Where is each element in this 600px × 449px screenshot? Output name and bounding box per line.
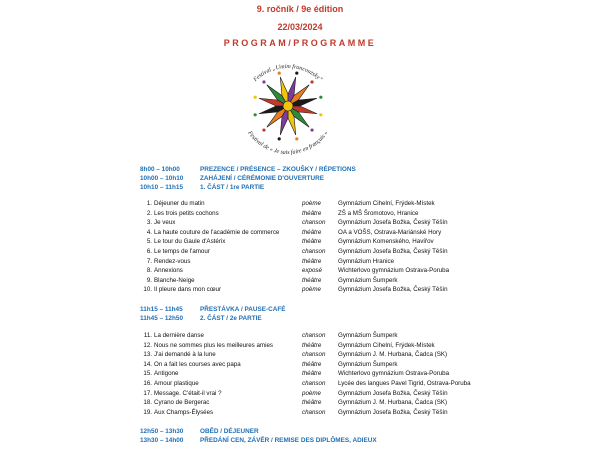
schedule-description: PŘESTÁVKA / PAUSE-CAFÉ (200, 306, 286, 313)
item-school: ZŠ a MŠ Šromotovo, Hranice (338, 209, 419, 217)
rosette-dot (262, 128, 265, 131)
item-number: 17. (143, 389, 152, 397)
item-title: Les trois petits cochons (154, 209, 219, 217)
item-title: Il pleure dans mon cœur (154, 286, 222, 294)
item-title: Je veux (154, 219, 176, 227)
item-school: Gymnázium Šumperk (338, 332, 398, 339)
item-genre: chanson (302, 248, 326, 255)
item-title: On a fait les courses avec papa (154, 360, 241, 368)
item-number: 13. (143, 351, 152, 359)
item-genre: théâtre (302, 257, 322, 265)
item-school: Wichterlovo gymnázium Ostrava-Poruba (338, 267, 450, 275)
item-title: Antigone (154, 370, 179, 378)
edition-title: 9. ročník / 9e édition (256, 4, 344, 14)
item-genre: chanson (302, 219, 326, 227)
festival-logo (222, 54, 354, 158)
item-number: 2. (146, 209, 152, 217)
item-number: 10. (143, 286, 152, 294)
item-title: Le temps de l'amour (154, 248, 210, 255)
item-genre: chanson (302, 332, 326, 339)
schedule-description: PREZENCE / PRÉSENCE – ZKOUŠKY / RÉPETIONS (200, 166, 356, 173)
schedule-description: OBĚD / DÉJEUNER (200, 428, 259, 435)
schedule-time: 13h30 – 14h00 (140, 437, 184, 444)
item-title: Nous ne sommes plus les meilleures amies (154, 341, 273, 349)
rosette-dot (295, 137, 298, 140)
item-school: Gymnázium Josefa Božka, Český Těšín (338, 286, 448, 294)
item-title: Blanche-Neige (154, 276, 195, 284)
rosette-dot (262, 80, 265, 83)
item-number: 12. (143, 341, 152, 349)
program-heading: PROGRAM/PROGRAMME (223, 38, 377, 48)
item-title: La dernière danse (154, 332, 204, 339)
item-genre: théâtre (302, 276, 322, 284)
item-genre: poème (302, 200, 321, 207)
item-title: Déjeuner du matin (154, 200, 205, 207)
item-school: Gymnázium Šumperk (338, 276, 398, 284)
logo-top-text: Festival „Umím francouzsky“ (252, 63, 324, 84)
item-genre: théâtre (302, 341, 322, 349)
schedule-time: 10h00 – 10h10 (140, 175, 184, 182)
rosette-dot (310, 128, 313, 131)
item-genre: chanson (302, 351, 326, 359)
item-school: Gymnázium Josefa Božka, Český Těšín (338, 248, 448, 255)
item-genre: théâtre (302, 360, 322, 368)
item-genre: chanson (302, 408, 326, 416)
item-school: Gymnázium J. M. Hurbana, Čadca (SK) (338, 399, 448, 407)
rosette-dot (319, 96, 322, 99)
item-title: Message. C'était-il vrai ? (154, 389, 222, 397)
rosette-center (283, 101, 293, 111)
item-number: 6. (146, 248, 152, 255)
rosette-emblem (254, 72, 323, 141)
rosette-dot (319, 113, 322, 116)
item-genre: chanson (302, 380, 326, 387)
item-school: Gymnázium Cihelní, Frýdek-Místek (338, 200, 435, 207)
item-number: 18. (143, 399, 152, 407)
item-school: Gymnázium Šumperk (338, 360, 398, 368)
item-school: Lycée des langues Pavel Tigrid, Ostrava-Poruba (338, 380, 471, 387)
schedule-description: 1. ČÁST / 1re PARTIE (200, 184, 265, 191)
item-title: Le tour du Gaule d'Astérix (154, 238, 226, 246)
rosette-dot (278, 137, 281, 140)
item-genre: théâtre (302, 370, 322, 378)
schedule-description: PŘEDÁNÍ CEN, ZÁVĚR / REMISE DES DIPLÔMES, ADIEUX (200, 437, 377, 444)
item-number: 1. (146, 200, 152, 207)
rosette-dot (254, 96, 257, 99)
item-genre: théâtre (302, 209, 322, 217)
schedule-time: 11h45 – 12h50 (140, 315, 183, 322)
svg-text:Festival „Umím francouzsky“ (252, 63, 325, 84)
rosette-dot (254, 113, 257, 116)
schedule-description: ZAHÁJENÍ / CÉRÉMONIE D'OUVERTURE (200, 175, 325, 182)
item-number: 14. (143, 360, 152, 368)
rosette-dot (310, 80, 313, 83)
item-number: 4. (146, 228, 152, 236)
item-genre: théâtre (302, 238, 322, 246)
item-school: OA a VOŠS, Ostrava-Mariánské Hory (338, 228, 442, 236)
item-number: 15. (143, 370, 152, 378)
item-genre: théâtre (302, 228, 322, 236)
item-number: 9. (146, 276, 152, 284)
rosette-dot (295, 72, 298, 75)
item-number: 11. (143, 332, 152, 339)
item-genre: poème (302, 286, 321, 294)
item-title: La haute couture de l'académie de commerce (154, 228, 280, 236)
item-school: Gymnázium Josefa Božka, Český Těšín (338, 408, 448, 416)
item-school: Gymnázium J. M. Hurbana, Čadca (SK) (338, 351, 448, 359)
item-number: 16. (143, 380, 152, 387)
item-title: Amour plastique (154, 380, 199, 387)
item-school: Gymnázium Hranice (338, 257, 395, 265)
item-school: Gymnázium Josefa Božka, Český Těšín (338, 219, 448, 227)
item-genre: exposé (302, 267, 322, 275)
schedule-time: 12h50 – 13h30 (140, 428, 184, 435)
item-number: 3. (146, 219, 152, 227)
schedule-time: 10h10 – 11h15 (140, 184, 183, 191)
schedule-time: 8h00 – 10h00 (140, 166, 180, 173)
event-date: 22/03/2024 (277, 22, 323, 32)
item-number: 7. (146, 257, 152, 265)
item-number: 5. (146, 238, 152, 246)
item-genre: théâtre (302, 399, 322, 407)
logo-bottom-text: Festival de « Je sais faire en français » (246, 130, 330, 157)
item-title: Cyrano de Bergerac (154, 399, 210, 407)
item-title: J'ai demandé à la lune (154, 351, 216, 359)
schedule-time: 11h15 – 11h45 (140, 306, 183, 313)
item-number: 8. (146, 267, 152, 275)
item-school: Wichterlovo gymnázium Ostrava-Poruba (338, 370, 450, 378)
item-title: Aux Champs-Élysées (154, 408, 214, 416)
rosette-dot (278, 72, 281, 75)
schedule-description: 2. ČÁST / 2e PARTIE (200, 315, 262, 322)
svg-text:Festival de « Je sais faire en (246, 129, 330, 156)
item-school: Gymnázium Josefa Božka, Český Těšín (338, 389, 448, 397)
item-title: Annexions (154, 267, 183, 275)
item-genre: poème (302, 389, 321, 397)
item-school: Gymnázium Komenského, Havířov (338, 238, 434, 246)
item-number: 19. (143, 408, 152, 416)
item-school: Gymnázium Cihelní, Frýdek-Místek (338, 341, 435, 349)
item-title: Rendez-vous (154, 257, 191, 265)
